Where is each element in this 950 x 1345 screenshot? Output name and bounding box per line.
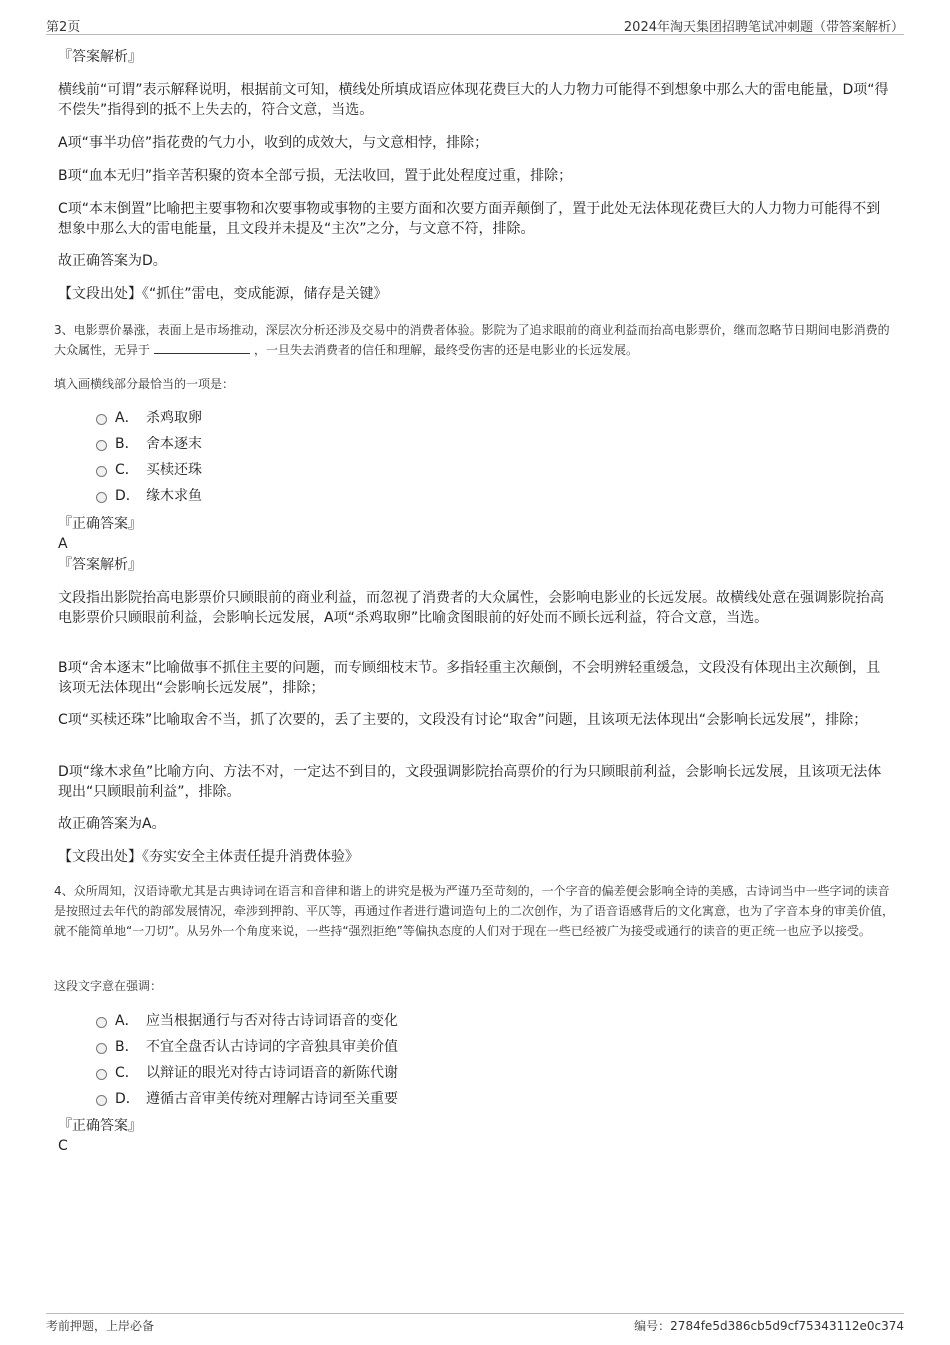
q3-stem-after: ，一旦失去消费者的信任和理解，最终受伤害的还是电影业的长远发展。 <box>254 343 639 357</box>
option-text: 遵循古音审美传统对理解古诗词至关重要 <box>146 1091 398 1107</box>
page-header <box>46 14 904 35</box>
option-letter: A． <box>115 410 139 426</box>
radio-icon[interactable] <box>96 1069 107 1080</box>
option-letter: B． <box>115 436 139 452</box>
footer-slogan: 考前押题，上岸必备 <box>46 1319 155 1333</box>
q2-analysis-label: 『答案解析』 <box>58 49 142 65</box>
q3-analysis-p2: B项“舍本逐末”比喻做事不抓住主要的问题，而专顾细枝末节。多指轻重主次颠倒，不会明辨轻重缓急，文段没有体现出主次颠倒，且该项无法体现出“会影响长远发展”，排除； <box>58 660 881 696</box>
q3-blank <box>154 341 250 354</box>
q2-analysis-p2: A项“事半功倍”指花费的气力小，收到的成效大，与文意相悖，排除； <box>58 135 489 151</box>
option-text: 不宜全盘否认古诗词的字音独具审美价值 <box>146 1039 398 1055</box>
option-text: 买椟还珠 <box>146 462 202 478</box>
radio-icon[interactable] <box>96 1017 107 1028</box>
q4-prompt: 这段文字意在强调： <box>54 979 163 993</box>
option-letter: A． <box>115 1013 139 1029</box>
option-text: 以辩证的眼光对待古诗词语音的新陈代谢 <box>146 1065 398 1081</box>
q3-source: 【文段出处】《夯实安全主体责任提升消费体验》 <box>58 849 359 865</box>
q3-correct-label: 『正确答案』 <box>58 516 142 532</box>
q3-analysis-p3: C项“买椟还珠”比喻取舍不当，抓了次要的，丢了主要的，文段没有讨论“取舍”问题，且该项无法体现出“会影响长远发展”，排除； <box>58 712 868 728</box>
radio-icon[interactable] <box>96 414 107 425</box>
page-footer <box>46 1313 904 1334</box>
document-title: 2024年淘天集团招聘笔试冲刺题（带答案解析） <box>623 20 904 35</box>
q2-source: 【文段出处】《“抓住”雷电，变成能源，储存是关键》 <box>58 286 388 302</box>
option-text: 舍本逐末 <box>146 436 202 452</box>
q3-prompt: 填入画横线部分最恰当的一项是： <box>54 377 235 391</box>
q3-analysis-p1: 文段指出影院抬高电影票价只顾眼前的商业利益，而忽视了消费者的大众属性，会影响电影业的长远发展。故横线处意在强调影院抬高电影票价只顾眼前利益，会影响长远发展，A项“杀鸡取卵”比喻贪图眼前的好处而不顾长远利益，符合文意，当选。 <box>58 590 884 626</box>
document-id: 编号：2784fe5d386cb5d9cf75343112e0c374 <box>634 1319 904 1333</box>
radio-icon[interactable] <box>96 440 107 451</box>
radio-icon[interactable] <box>96 1043 107 1054</box>
q2-analysis-p3: B项“血本无归”指辛苦积聚的资本全部亏损，无法收回，置于此处程度过重，排除； <box>58 168 573 184</box>
q3-stem-before: 3、电影票价暴涨，表面上是市场推动，深层次分析还涉及交易中的消费者体验。影院为了追求眼前的商业利益而抬高电影票价，继而忽略节日期间电影消费的大众属性，无异于 <box>54 323 890 357</box>
q2-analysis-p5: 故正确答案为D。 <box>58 253 167 269</box>
option-letter: D． <box>115 488 140 504</box>
q4-correct-label: 『正确答案』 <box>58 1118 142 1134</box>
q3-correct-answer: A <box>58 536 68 552</box>
option-letter: C． <box>115 1065 139 1081</box>
page-number: 第2页 <box>46 20 81 35</box>
q3-analysis-p5: 故正确答案为A。 <box>58 816 166 832</box>
radio-icon[interactable] <box>96 466 107 477</box>
option-letter: B． <box>115 1039 139 1055</box>
q3-analysis-label: 『答案解析』 <box>58 557 142 573</box>
radio-icon[interactable] <box>96 492 107 503</box>
q2-analysis-p4: C项“本末倒置”比喻把主要事物和次要事物或事物的主要方面和次要方面弄颠倒了，置于此处无法体现花费巨大的人力物力可能得不到想象中那么大的雷电能量，且文段并未提及“主次”之分，与文意不符，排除。 <box>58 201 881 237</box>
option-text: 缘木求鱼 <box>146 488 202 504</box>
option-letter: C． <box>115 462 139 478</box>
q3-stem <box>54 320 894 360</box>
option-text: 应当根据通行与否对待古诗词语音的变化 <box>146 1013 398 1029</box>
q3-analysis-p4: D项“缘木求鱼”比喻方向、方法不对，一定达不到目的，文段强调影院抬高票价的行为只顾眼前利益，会影响长远发展，且该项无法体现出“只顾眼前利益”，排除。 <box>58 764 882 800</box>
radio-icon[interactable] <box>96 1095 107 1106</box>
q4-stem: 4、众所周知，汉语诗歌尤其是古典诗词在语言和音律和谐上的讲究是极为严谨乃至苛刻的，一个字音的偏差便会影响全诗的美感，古诗词当中一些字词的读音是按照过去年代的韵部发展情况，牵涉到押韵、平仄等，再通过作者进行遣词造句上的二次创作，为了语音语感背后的文化寓意，也为了字音本身的审美价值，就不能简单地“一刀切”。从另外一个角度来说，一些持“强烈拒绝”等偏执态度的人们对于现在一些已经被广为接受或通行的读音的更正统一也应予以接受。 <box>54 884 895 938</box>
q4-correct-answer: C <box>58 1138 68 1154</box>
q2-analysis-p1: 横线前“可谓”表示解释说明，根据前文可知，横线处所填成语应体现花费巨大的人力物力可能得不到想象中那么大的雷电能量，D项“得不偿失”指得到的抵不上失去的，符合文意，当选。 <box>58 82 889 118</box>
option-letter: D． <box>115 1091 140 1107</box>
option-text: 杀鸡取卵 <box>146 410 202 426</box>
